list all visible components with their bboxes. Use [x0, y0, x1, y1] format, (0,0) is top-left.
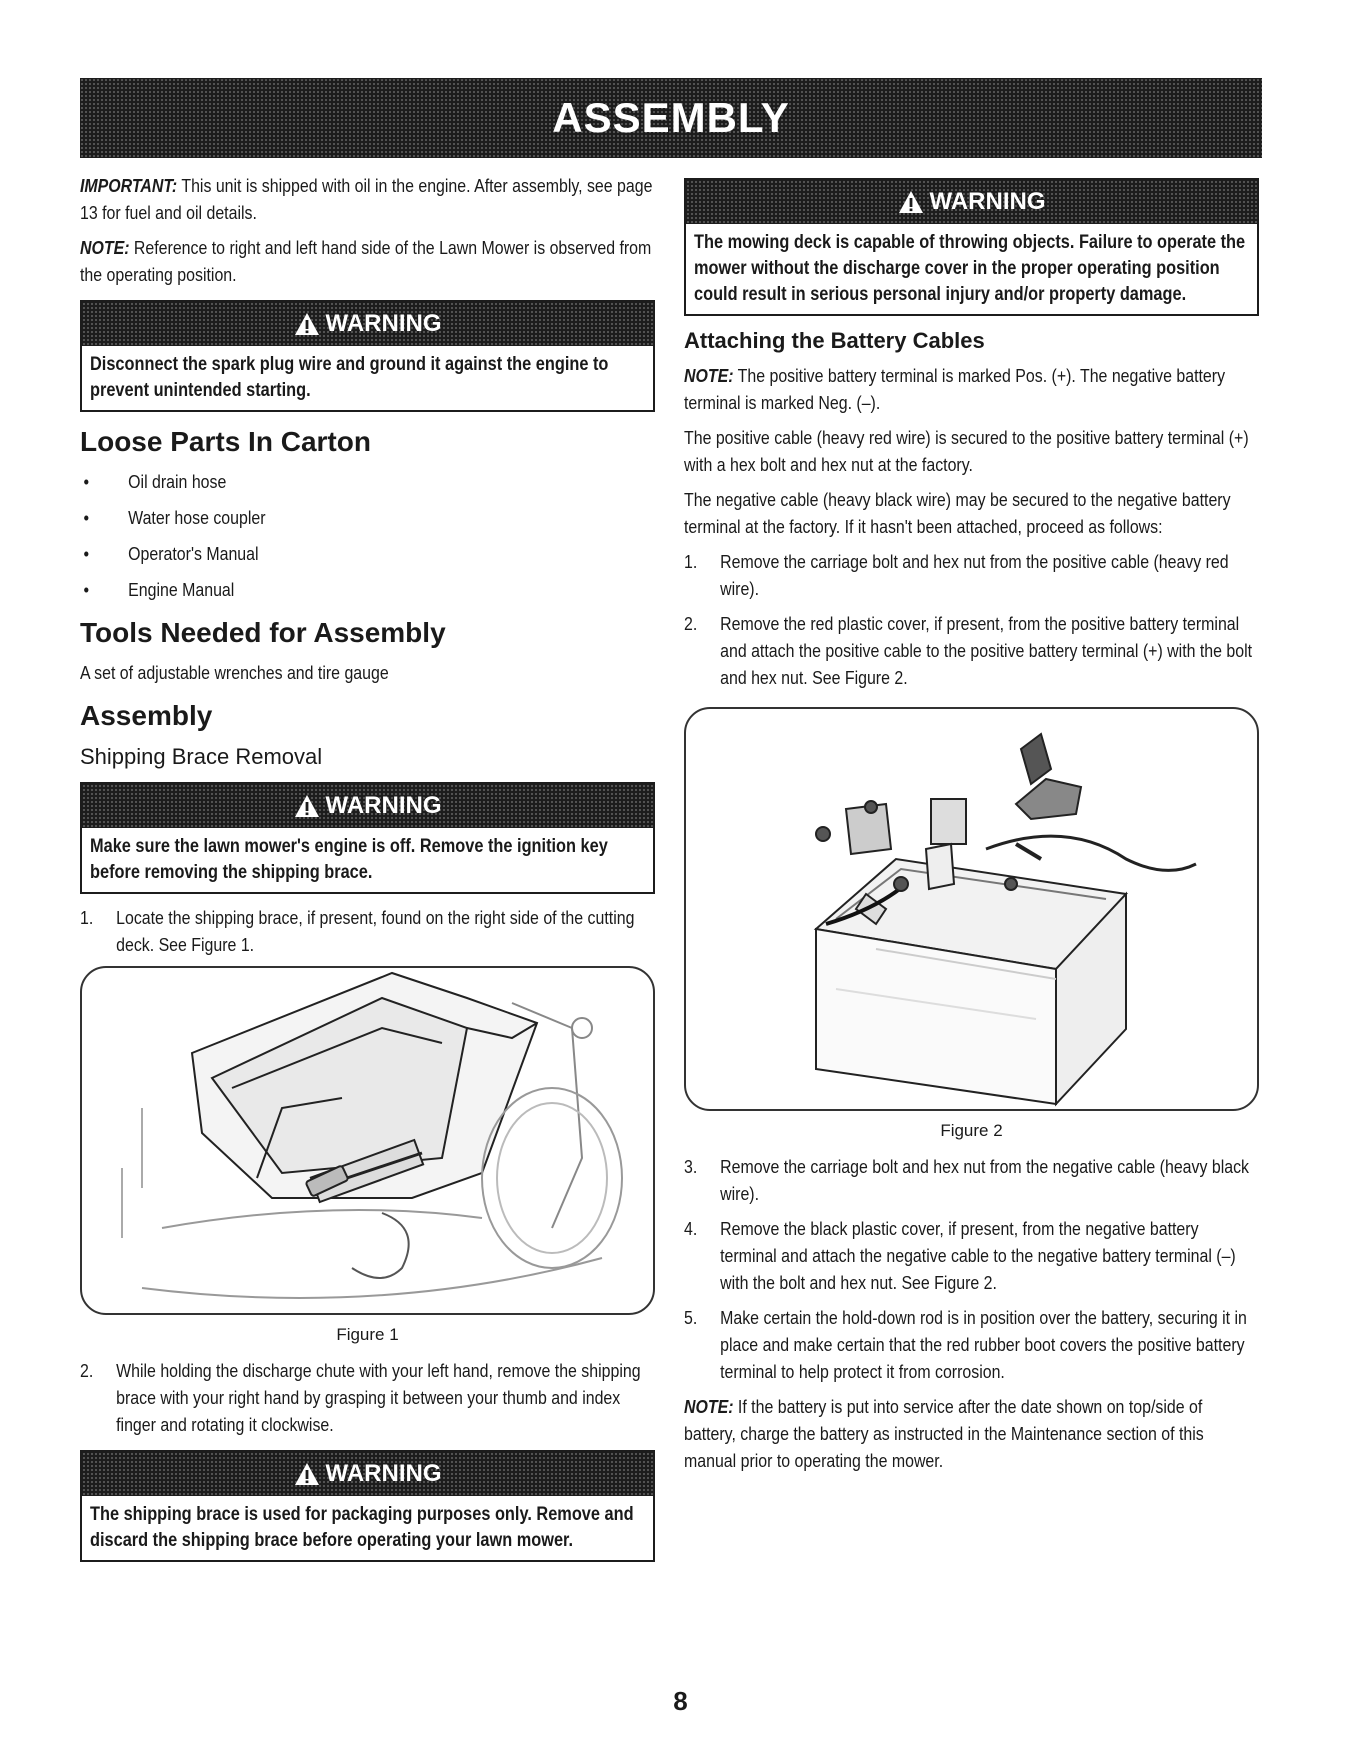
warning-box-spark-plug — [80, 300, 655, 412]
warning-text: The shipping brace is used for packaging purposes only. Remove and discard the shipping brace before operating your lawn mower. — [90, 1504, 634, 1551]
step-number: 3. — [684, 1156, 698, 1177]
positive-cable-paragraph: The positive cable (heavy red wire) is secured to the positive battery terminal (+) with a hex bolt and hex nut at the factory. — [684, 427, 1249, 475]
warning-box-shipping-brace — [80, 1450, 655, 1562]
warning-triangle-icon — [294, 1462, 320, 1486]
step-item — [684, 548, 1258, 602]
figure-1-shipping-brace — [80, 966, 655, 1315]
shipping-brace-heading: Shipping Brace Removal — [80, 744, 323, 769]
list-item: • Engine Manual — [80, 576, 654, 603]
step-number: 4. — [684, 1218, 698, 1239]
steps-list-2 — [80, 1357, 655, 1438]
list-item: • Operator's Manual — [80, 540, 654, 567]
battery-note-paragraph — [684, 1393, 1258, 1474]
warning-header — [82, 302, 653, 346]
warning-box-ignition — [80, 782, 655, 894]
warning-triangle-icon — [294, 312, 320, 336]
step-item — [80, 904, 654, 958]
warning-body — [686, 224, 1257, 314]
warning-box-mowing-deck — [684, 178, 1259, 316]
section-banner — [80, 78, 1262, 158]
left-column — [80, 172, 655, 1572]
steps-list-1 — [80, 904, 655, 958]
step-item — [684, 1215, 1258, 1296]
warning-header — [686, 180, 1257, 224]
loose-parts-heading: Loose Parts In Carton — [80, 426, 371, 457]
step-item — [80, 1357, 654, 1438]
list-item: • Oil drain hose — [80, 468, 654, 495]
right-column — [684, 178, 1259, 1482]
note-text: The positive battery terminal is marked Pos. (+). The negative battery terminal is marked Neg. (–). — [684, 365, 1226, 413]
section-title: ASSEMBLY — [552, 94, 790, 141]
figure-2-caption: Figure 2 — [940, 1121, 1003, 1140]
step-number: 2. — [684, 613, 698, 634]
discharge-chute-illustration — [82, 968, 653, 1313]
note-lead: NOTE: — [684, 1396, 734, 1417]
list-item-text: Oil drain hose — [128, 471, 227, 492]
warning-body — [82, 1496, 653, 1560]
note-lead: NOTE: — [80, 237, 130, 258]
tools-heading: Tools Needed for Assembly — [80, 617, 446, 648]
warning-text: Make sure the lawn mower's engine is off. Remove the ignition key before removing the shipping brace. — [90, 836, 608, 883]
note-text: If the battery is put into service after the date shown on top/side of battery, charge the battery as instructed in the Maintenance section of this manual prior to operating the mower. — [684, 1396, 1204, 1471]
note-text: Reference to right and left hand side of the Lawn Mower is observed from the operating position. — [80, 237, 652, 285]
step-text: Locate the shipping brace, if present, found on the right side of the cutting deck. See Figure 1. — [116, 907, 635, 955]
step-number: 1. — [684, 551, 698, 572]
warning-body — [82, 346, 653, 410]
warning-header — [82, 1452, 653, 1496]
battery-cables-heading: Attaching the Battery Cables — [684, 328, 985, 353]
warning-label: WARNING — [929, 188, 1046, 215]
warning-triangle-icon — [294, 794, 320, 818]
battery-illustration — [686, 709, 1257, 1109]
important-text: This unit is shipped with oil in the engine. After assembly, see page 13 for fuel and oil details. — [80, 175, 653, 223]
list-item: • Water hose coupler — [80, 504, 654, 531]
figure-1-caption: Figure 1 — [336, 1325, 399, 1344]
note-lead: NOTE: — [684, 365, 734, 386]
important-lead: IMPORTANT: — [80, 175, 178, 196]
battery-steps-list-a — [684, 548, 1259, 691]
warning-body — [82, 828, 653, 892]
warning-label: WARNING — [325, 310, 442, 337]
assembly-heading: Assembly — [80, 700, 213, 731]
step-text: Remove the carriage bolt and hex nut from the negative cable (heavy black wire). — [720, 1156, 1249, 1204]
note-paragraph — [80, 234, 654, 288]
list-item-text: Engine Manual — [128, 579, 235, 600]
warning-text: Disconnect the spark plug wire and ground it against the engine to prevent unintended starting. — [90, 354, 609, 401]
step-item — [684, 1304, 1258, 1385]
negative-cable-paragraph: The negative cable (heavy black wire) may be secured to the negative battery terminal at the factory. If it hasn't been attached, proceed as follows: — [684, 489, 1231, 537]
step-number: 2. — [80, 1360, 94, 1381]
loose-parts-list — [80, 468, 655, 603]
step-item — [684, 1153, 1258, 1207]
list-item-text: Operator's Manual — [128, 543, 259, 564]
step-text: Remove the black plastic cover, if present, from the negative battery terminal and attach the negative cable to the negative battery terminal (–) with the bolt and hex nut. See Figure 2. — [720, 1218, 1236, 1293]
warning-triangle-icon — [898, 190, 924, 214]
tools-text: A set of adjustable wrenches and tire gauge — [80, 662, 389, 683]
step-text: While holding the discharge chute with your left hand, remove the shipping brace with your right hand by grasping it between your thumb and index finger and rotating it clockwise. — [116, 1360, 641, 1435]
step-item — [684, 610, 1258, 691]
important-paragraph — [80, 172, 654, 226]
step-text: Remove the red plastic cover, if present, from the positive battery terminal and attach the positive cable to the positive battery terminal (+) with the bolt and hex nut. See Figure 2. — [720, 613, 1253, 688]
warning-header — [82, 784, 653, 828]
list-item-text: Water hose coupler — [128, 507, 266, 528]
note-paragraph — [684, 362, 1258, 416]
figure-2-battery — [684, 707, 1259, 1111]
page-number: 8 — [673, 1686, 688, 1716]
warning-label: WARNING — [325, 1460, 442, 1487]
step-number: 5. — [684, 1307, 698, 1328]
step-text: Remove the carriage bolt and hex nut from the positive cable (heavy red wire). — [720, 551, 1229, 599]
battery-steps-list-b — [684, 1153, 1259, 1385]
warning-text: The mowing deck is capable of throwing objects. Failure to operate the mower without the discharge cover in the proper operating position could result in serious personal injury and/or property damage. — [694, 232, 1246, 305]
step-number: 1. — [80, 907, 94, 928]
step-text: Make certain the hold-down rod is in position over the battery, securing it in place and make certain that the red rubber boot covers the positive battery terminal to help protect it from corrosion. — [720, 1307, 1247, 1382]
warning-label: WARNING — [325, 792, 442, 819]
